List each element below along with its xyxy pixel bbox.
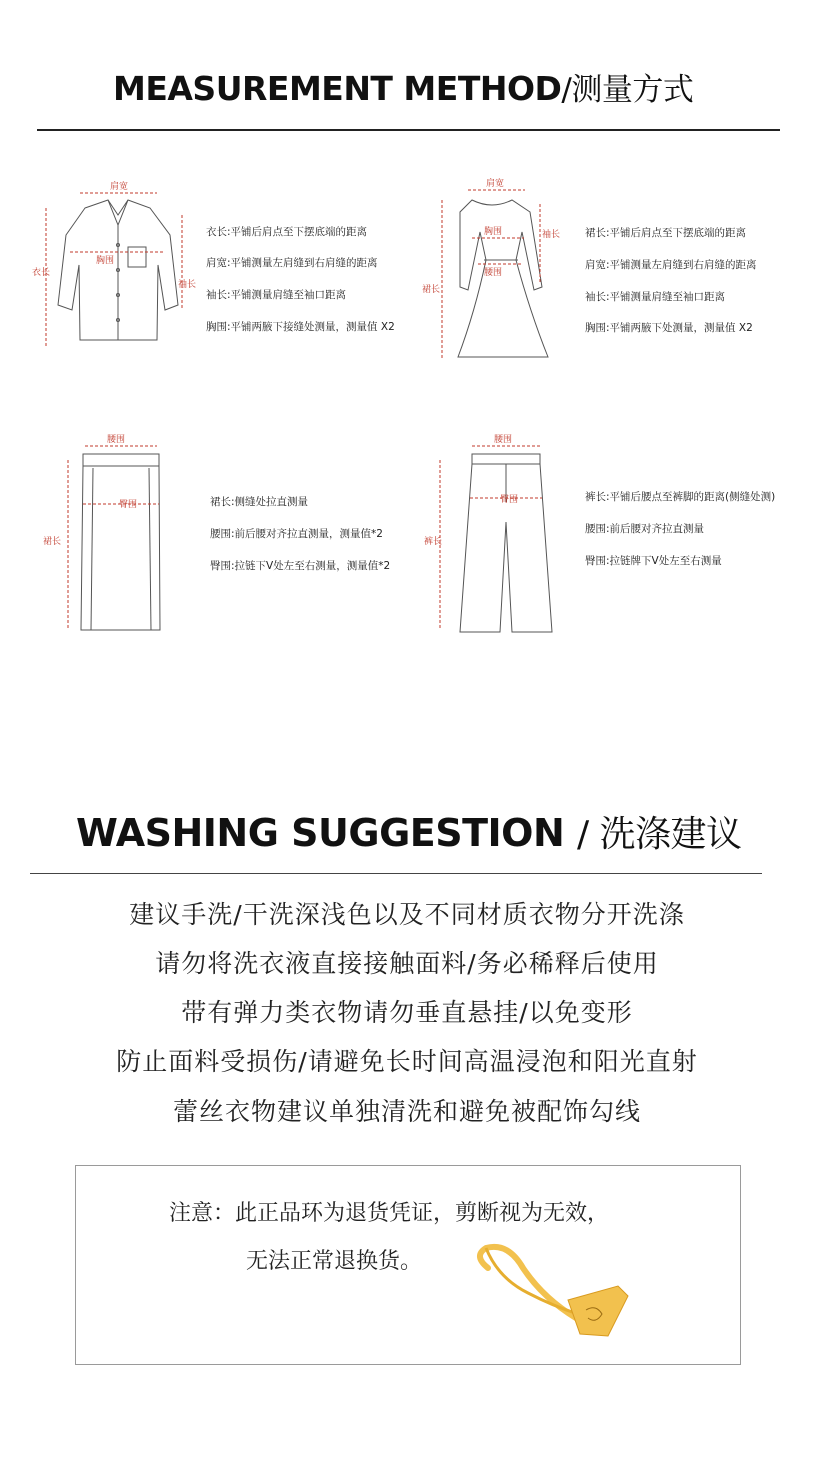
shirt-spec-1: 衣长:平铺后肩点至下摆底端的距离 (206, 226, 368, 238)
washing-line-3: 带有弹力类衣物请勿垂直悬挂/以免变形 (181, 998, 633, 1027)
washing-divider (30, 873, 762, 874)
washing-title-en: WASHING SUGGESTION (76, 811, 565, 855)
dress-spec-4: 胸围:平铺两腋下处测量，测量值 X2 (585, 322, 753, 334)
notice-line-1: 注意：此正品环为退货凭证，剪断视为无效， (169, 1201, 610, 1226)
measurement-divider (37, 129, 780, 131)
dress-chest-label: 胸围 (484, 227, 503, 237)
shirt-chest-label: 胸围 (96, 256, 115, 266)
washing-line-2: 请勿将洗衣液直接接触面料/务必稀释后使用 (155, 949, 659, 978)
washing-line-5: 蕾丝衣物建议单独清洗和避免被配饰勾线 (172, 1097, 641, 1126)
washing-title-zh: / 洗涤建议 (576, 814, 742, 855)
shirt-shoulder-label: 肩宽 (110, 182, 129, 192)
pants-hip-label: 臀围 (500, 495, 519, 505)
notice-line-2: 无法正常退换货。 (246, 1249, 423, 1274)
notice-box (75, 1165, 741, 1365)
pants-spec-3: 臀围:拉链牌下V处左至右测量 (585, 555, 722, 567)
pants-spec-1: 裤长:平铺后腰点至裤脚的距离(侧缝处测) (585, 491, 776, 503)
dress-shoulder-label: 肩宽 (486, 179, 505, 189)
skirt-length-label: 裙长 (43, 537, 62, 547)
dress-spec-1: 裙长:平铺后肩点至下摆底端的距离 (585, 227, 747, 239)
skirt-spec-2: 腰围:前后腰对齐拉直测量，测量值*2 (210, 528, 383, 540)
dress-waist-label: 腰围 (484, 268, 503, 278)
shirt-spec-4: 胸围:平铺两腋下接缝处测量，测量值 X2 (206, 321, 395, 333)
skirt-diagram-icon (35, 432, 175, 632)
skirt-hip-label: 臀围 (119, 500, 138, 510)
pants-length-label: 裤长 (424, 537, 443, 547)
shirt-length-label: 衣长 (32, 268, 51, 278)
measurement-title-en: MEASUREMENT METHOD (113, 69, 562, 108)
dress-spec-3: 袖长:平铺测量肩缝至袖口距离 (585, 291, 726, 303)
shirt-diagram-icon (30, 175, 210, 355)
pants-diagram-icon (420, 432, 560, 637)
dress-length-label: 裙长 (422, 285, 441, 295)
security-tag-icon (468, 1238, 638, 1348)
skirt-waist-label: 腰围 (107, 435, 126, 445)
measurement-title-zh: /测量方式 (561, 72, 694, 108)
pants-spec-2: 腰围:前后腰对齐拉直测量 (585, 523, 705, 535)
skirt-spec-1: 裙长:侧缝处拉直测量 (210, 496, 309, 508)
shirt-sleeve-label: 袖长 (178, 280, 197, 290)
washing-line-1: 建议手洗/干洗深浅色以及不同材质衣物分开洗涤 (129, 900, 685, 929)
skirt-spec-3: 臀围:拉链下V处左至右测量，测量值*2 (210, 560, 391, 572)
pants-waist-label: 腰围 (494, 435, 513, 445)
dress-sleeve-label: 袖长 (542, 230, 561, 240)
dress-diagram-icon (420, 172, 580, 367)
washing-title (76, 806, 742, 857)
washing-line-4: 防止面料受损伤/请避免长时间高温浸泡和阳光直射 (116, 1047, 698, 1076)
measurement-title (113, 64, 693, 109)
shirt-spec-3: 袖长:平铺测量肩缝至袖口距离 (206, 289, 347, 301)
dress-spec-2: 肩宽:平铺测量左肩缝到右肩缝的距离 (585, 259, 757, 271)
shirt-spec-2: 肩宽:平铺测量左肩缝到右肩缝的距离 (206, 257, 378, 269)
